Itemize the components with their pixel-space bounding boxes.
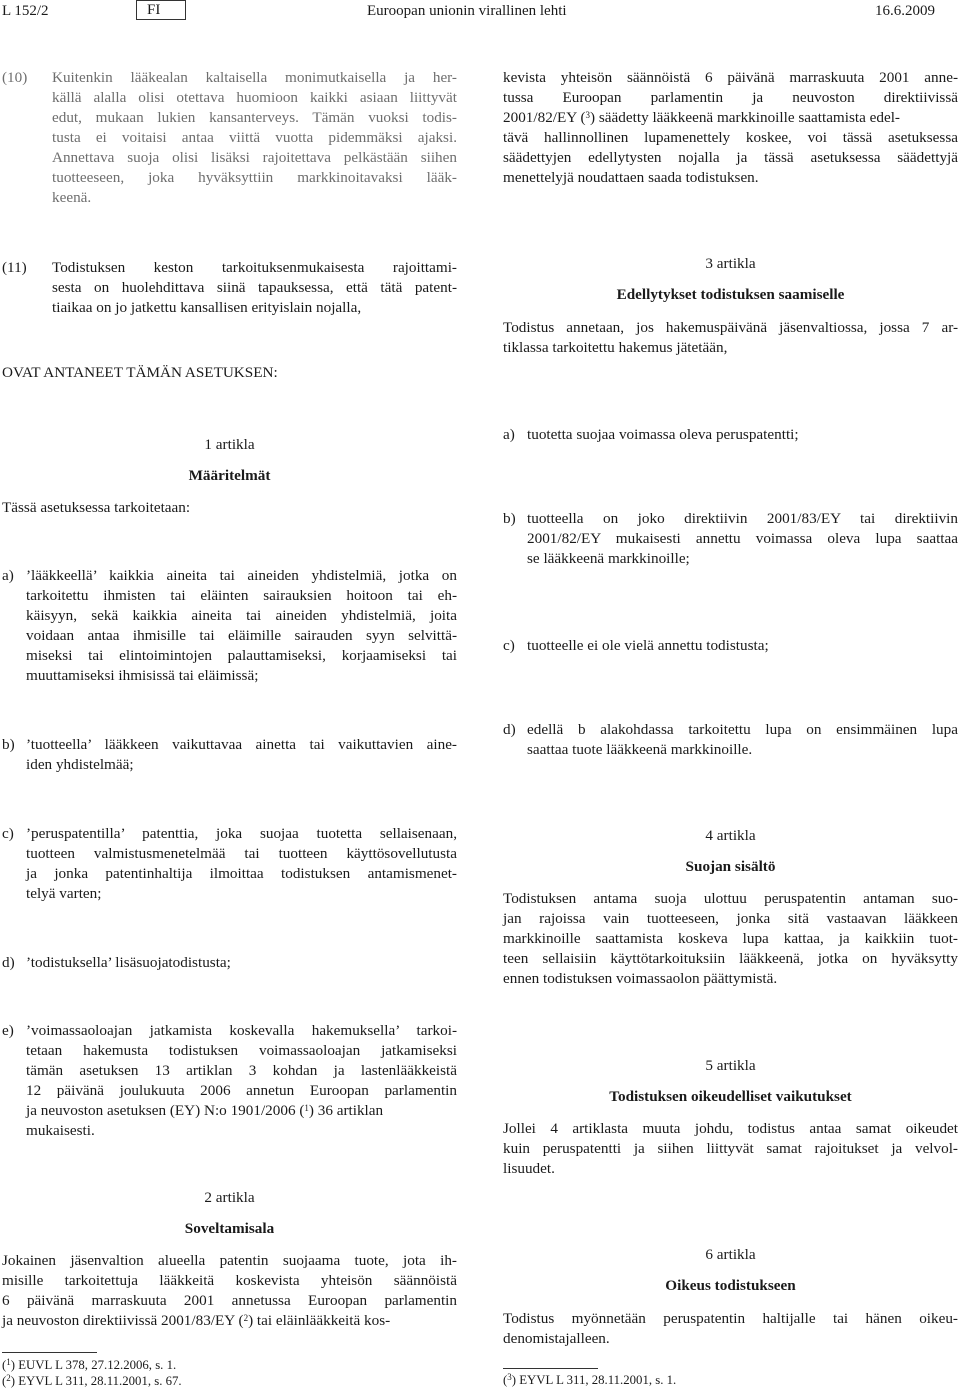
- article-number: 1 artikla: [204, 436, 255, 453]
- text-line: [26, 1101, 457, 1121]
- text-line: tävä hallinnollinen lupamenettely koskee, voi tässä asetuksessa: [503, 129, 958, 146]
- footnote-rule: [2, 1352, 97, 1353]
- text-line: kuin peruspatentti ja siihen liittyvät samat rajoitukset ja velvol-: [503, 1140, 958, 1157]
- text-line: ennen todistuksen voimassaolon päättymistä.: [503, 970, 778, 987]
- article-number: 2 artikla: [204, 1189, 255, 1206]
- text-line: mukaisesti.: [26, 1122, 95, 1139]
- footnote: ($^3$) EYVL L 311, 28.11.2001, s. 1.: [503, 1372, 677, 1387]
- article-title: Soveltamisala: [184, 1220, 275, 1237]
- adoption-formula: OVAT ANTANEET TÄMÄN ASETUKSEN:: [2, 364, 278, 381]
- item-label: b): [2, 736, 15, 753]
- text-line: 6 päivänä marraskuuta 2001 annetussa Euroopan parlamentin: [2, 1292, 457, 1309]
- text-line: markkinoille saattamista koskeva lupa kattaa, ja kaikkiin tuot-: [503, 930, 958, 947]
- article-title: Suojan sisältö: [685, 858, 776, 875]
- text-fragment: ja neuvoston asetuksen (EY) N:o 1901/2006 ($^1$) 36 artiklan: [26, 1102, 384, 1119]
- text-line: miseksi tai elintoimintojen palauttamiseksi, korjaamiseksi tai: [26, 647, 457, 664]
- text-line: 2001/82/EY ($^3$) säädetty lääkkeenä markkinoille saattamista edel-: [503, 109, 900, 126]
- text-line: telyä varten;: [26, 885, 102, 902]
- text-line: ’todistuksella’ lisäsuojatodistusta;: [26, 954, 231, 971]
- text-line: ja neuvoston direktiivissä 2001/83/EY ($^2$) tai eläinlääkkeitä kos-: [2, 1312, 391, 1329]
- text-line: käisyyn, sekä kaikkia aineita tai aineiden yhdistelmiä, joita: [26, 607, 457, 624]
- item-label: c): [2, 825, 14, 842]
- text-line: ’lääkkeellä’ kaikkia aineita tai aineiden yhdistelmiä, jotka on: [26, 567, 457, 584]
- text-line: Todistus myönnetään peruspatentin haltijalle tai hänen oikeu-: [503, 1310, 958, 1327]
- text-line: saattaa tuote lääkkeenä markkinoille.: [527, 741, 753, 758]
- item-label: b): [503, 510, 516, 527]
- text-line: Kuitenkin lääkealan kaltaisella monimutkaisella ja her-: [52, 69, 457, 86]
- article-title: Edellytykset todistuksen saamiselle: [616, 286, 845, 303]
- text-line: 12 päivänä joulukuuta 2006 annetun Euroopan parlamentin: [26, 1082, 457, 1099]
- text-line: 2001/82/EY mukaisesti annettu voimassa oleva lupa saattaa: [527, 530, 958, 547]
- item-label: a): [503, 426, 515, 443]
- text-line: tuotetta suojaa voimassa oleva peruspatentti;: [527, 426, 799, 443]
- text-line: Annettava suoja olisi lisäksi rajoitettava pelkästään siihen: [52, 149, 457, 166]
- text-line: keenä.: [52, 189, 92, 206]
- text-line: Jollei 4 artiklasta muuta johdu, todistus antaa samat oikeudet: [503, 1120, 958, 1137]
- text-line: Todistuksen keston tarkoituksenmukaisesta rajoittami-: [52, 259, 457, 276]
- item-label: c): [503, 637, 515, 654]
- text-line: Jokainen jäsenvaltion alueella patentin suojaama tuote, jota ih-: [2, 1252, 457, 1269]
- page-reference: L 152/2: [2, 3, 49, 19]
- footnote-ref: 3: [585, 110, 591, 120]
- text-line: edut, mukaan lukien kansanterveys. Tämän vuoksi todis-: [52, 109, 457, 126]
- text-line: ’tuotteella’ lääkkeen vaikuttavaa ainetta tai vaikuttavien aine-: [26, 736, 457, 753]
- text-line: tuotteeseen, joka hyväksyttiin markkinoitavaksi lääk-: [52, 169, 457, 186]
- text-line: tuotteella on joko direktiivin 2001/83/EY tai direktiivin: [527, 510, 958, 527]
- text-line: menettelyjä noudattaen saada todistuksen.: [503, 169, 759, 186]
- text-line: se lääkkeenä markkinoille;: [527, 550, 690, 567]
- item-label: e): [2, 1022, 14, 1039]
- text-line: muuttamiseksi ihmisissä tai eläimissä;: [26, 667, 259, 684]
- article-number: 6 artikla: [705, 1246, 756, 1263]
- footnote-ref: 1: [304, 1103, 309, 1113]
- text-line: voidaan antaa ihmisille tai eläimille sairauden syyn selvittä-: [26, 627, 457, 644]
- article-number: 5 artikla: [705, 1057, 756, 1074]
- text-line: kevista yhteisön säännöistä 6 päivänä marraskuuta 2001 anne-: [503, 69, 958, 86]
- article-intro: Tässä asetuksessa tarkoitetaan:: [2, 499, 191, 516]
- text-line: källä alalla olisi otettava huomioon kaikki asiaan liittyvät: [52, 89, 457, 106]
- article-number: 3 artikla: [705, 255, 756, 272]
- issue-date: 16.6.2009: [875, 3, 935, 19]
- text-line: edellä b alakohdassa tarkoitettu lupa on ensimmäinen lupa: [527, 721, 958, 738]
- recital-number: (10): [2, 69, 28, 86]
- item-label: d): [2, 954, 15, 971]
- text-line: tämän asetuksen 13 artiklan 3 kohdan ja lastenlääkkeistä: [26, 1062, 457, 1079]
- footnote: ($^1$) EUVL L 378, 27.12.2006, s. 1.: [2, 1357, 177, 1372]
- text-line: Todistus annetaan, jos hakemuspäivänä jäsenvaltiossa, jossa 7 ar-: [503, 319, 958, 336]
- text-line: tiklassa tarkoitettu hakemus jätetään,: [503, 339, 728, 356]
- text-line: tussa Euroopan parlamentin ja neuvoston direktiivissä: [503, 89, 958, 106]
- article-title: Todistuksen oikeudelliset vaikutukset: [609, 1088, 852, 1105]
- text-line: tuotteen valmistusmenetelmää tai tuotteen käyttösovellutusta: [26, 845, 457, 862]
- text-line: Todistuksen antama suoja ulottuu peruspatentin antaman suo-: [503, 890, 958, 907]
- text-line: jan rajoissa vain tuotteeseen, jonka sitä vastaavan lääkkeen: [503, 910, 958, 927]
- text-line: denomistajalleen.: [503, 1330, 610, 1347]
- text-line: ’peruspatentilla’ patenttia, joka suojaa tuotetta sellaisenaan,: [26, 825, 457, 842]
- text-line: tusta ei voitaisi antaa viittä vuotta pidemmäksi ajaksi.: [52, 129, 457, 146]
- text-line: lisuudet.: [503, 1160, 555, 1177]
- text-line: tarkoitettu ihmisten tai eläinten sairauksien hoitoon tai eh-: [26, 587, 457, 604]
- text-line: ja jonka patentinhaltija ilmoittaa todistuksen antamismenet-: [26, 865, 457, 882]
- footnote-ref: 2: [243, 1313, 249, 1323]
- text-line: misille tarkoitettuja lääkkeitä koskevista yhteisön säännöistä: [2, 1272, 457, 1289]
- text-line: sesta on huolehdittava siinä tapauksessa, että tätä patent-: [52, 279, 457, 296]
- item-label: d): [503, 721, 516, 738]
- item-label: a): [2, 567, 14, 584]
- text-line: iden yhdistelmää;: [26, 756, 134, 773]
- journal-title: Euroopan unionin virallinen lehti: [367, 3, 567, 19]
- text-line: säädettyjen edellytysten nojalla ja tässä asetuksessa säädettyjä: [503, 149, 958, 166]
- text-line: tiaikaa on jo jatkettu kansallisen erityislain nojalla,: [52, 299, 362, 316]
- text-line: ’voimassaoloajan jatkamista koskevalla hakemuksella’ tarkoi-: [26, 1022, 457, 1039]
- text-line: tuotteelle ei ole vielä annettu todistusta;: [527, 637, 769, 654]
- footnote-rule: [503, 1368, 598, 1369]
- article-number: 4 artikla: [705, 827, 756, 844]
- text-line: teen sellaisiin käyttötarkoituksiin lääkkeenä, jotka on hyväksytty: [503, 950, 958, 967]
- recital-number: (11): [2, 259, 27, 276]
- language-badge: FI: [136, 0, 186, 20]
- text-line: tetaan hakemusta todistuksen voimassaoloajan jatkamiseksi: [26, 1042, 457, 1059]
- article-title: Oikeus todistukseen: [665, 1277, 796, 1294]
- footnote: ($^2$) EYVL L 311, 28.11.2001, s. 67.: [2, 1373, 182, 1388]
- article-title: Määritelmät: [188, 467, 271, 484]
